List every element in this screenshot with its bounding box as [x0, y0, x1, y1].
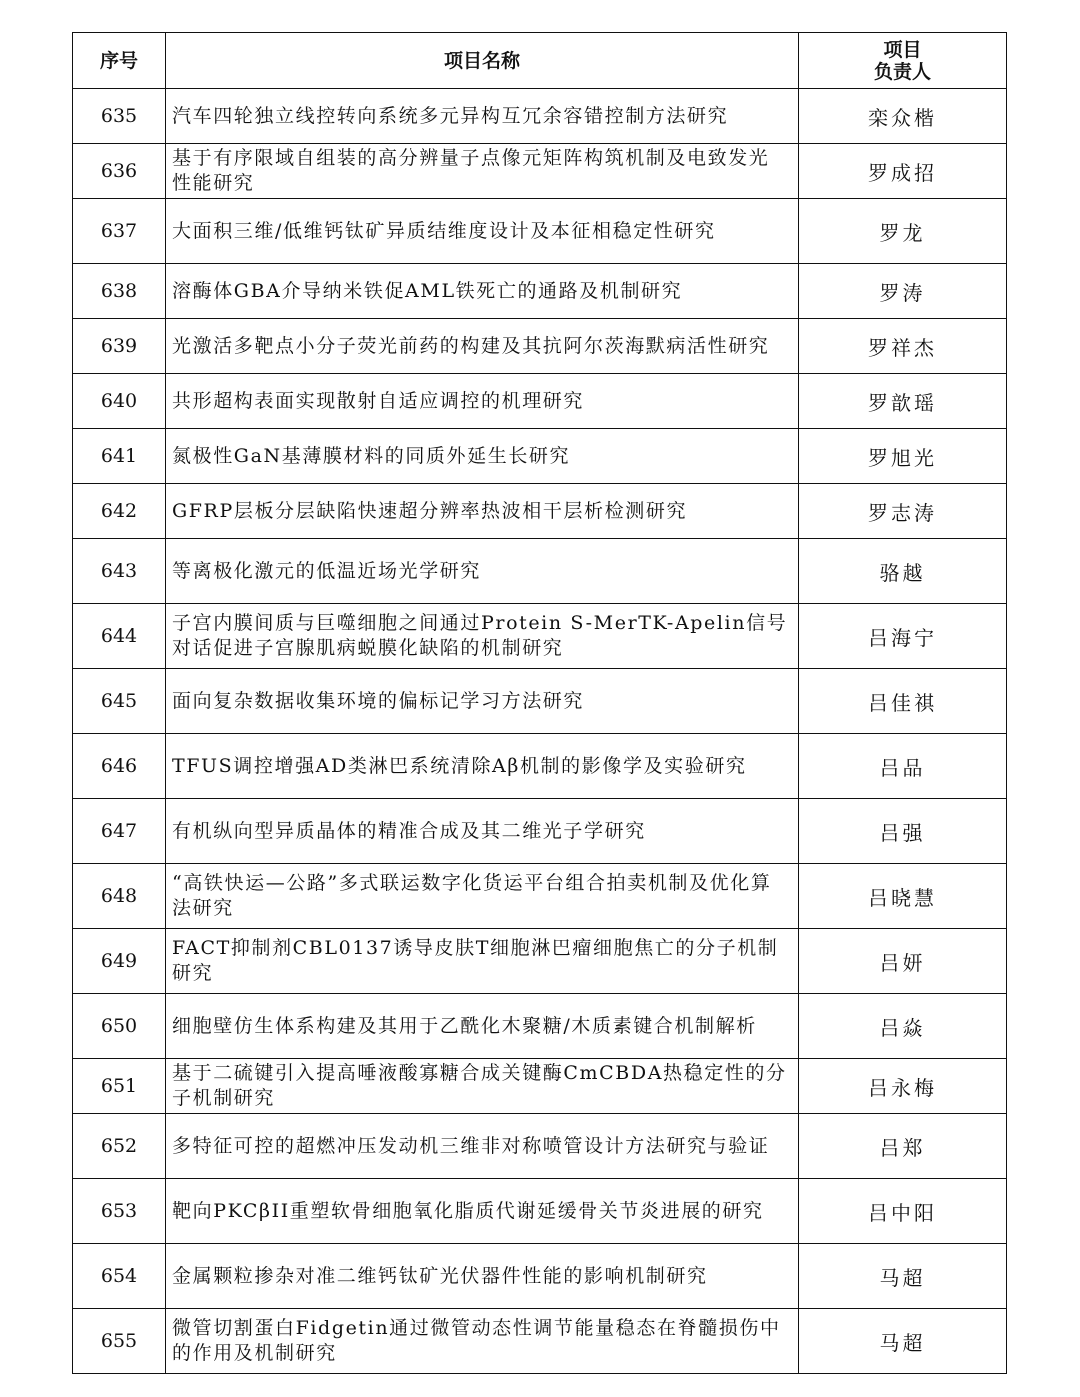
table-row [73, 264, 1007, 319]
table-row [73, 144, 1007, 199]
row-number: 642 [73, 484, 166, 539]
row-project-name: GFRP层板分层缺陷快速超分辨率热波相干层析检测研究 [166, 484, 799, 539]
row-leader: 吕强 [799, 799, 1007, 864]
row-project-name: “高铁快运—公路”多式联运数字化货运平台组合拍卖机制及优化算法研究 [166, 864, 799, 929]
row-project-name: 面向复杂数据收集环境的偏标记学习方法研究 [166, 669, 799, 734]
row-project-name: 氮极性GaN基薄膜材料的同质外延生长研究 [166, 429, 799, 484]
row-project-name: 金属颗粒掺杂对准二维钙钛矿光伏器件性能的影响机制研究 [166, 1244, 799, 1309]
row-leader: 罗歆瑶 [799, 374, 1007, 429]
row-leader: 吕晓慧 [799, 864, 1007, 929]
row-leader: 马超 [799, 1244, 1007, 1309]
row-number: 650 [73, 994, 166, 1059]
row-number: 651 [73, 1059, 166, 1114]
row-leader: 罗祥杰 [799, 319, 1007, 374]
row-leader: 吕佳祺 [799, 669, 1007, 734]
header-serial-number: 序号 [73, 33, 166, 89]
row-leader: 罗涛 [799, 264, 1007, 319]
row-leader: 罗龙 [799, 199, 1007, 264]
row-number: 647 [73, 799, 166, 864]
row-number: 637 [73, 199, 166, 264]
table-row [73, 199, 1007, 264]
table-row [73, 319, 1007, 374]
row-project-name: 基于二硫键引入提高唾液酸寡糖合成关键酶CmCBDA热稳定性的分子机制研究 [166, 1059, 799, 1114]
row-leader: 罗成招 [799, 144, 1007, 199]
row-number: 653 [73, 1179, 166, 1244]
row-project-name: 多特征可控的超燃冲压发动机三维非对称喷管设计方法研究与验证 [166, 1114, 799, 1179]
row-number: 639 [73, 319, 166, 374]
row-number: 641 [73, 429, 166, 484]
row-project-name: 光激活多靶点小分子荧光前药的构建及其抗阿尔茨海默病活性研究 [166, 319, 799, 374]
row-leader: 吕郑 [799, 1114, 1007, 1179]
table-row [73, 669, 1007, 734]
project-table [72, 32, 1007, 1374]
row-project-name: 共形超构表面实现散射自适应调控的机理研究 [166, 374, 799, 429]
row-project-name: 细胞壁仿生体系构建及其用于乙酰化木聚糖/木质素键合机制解析 [166, 994, 799, 1059]
row-number: 648 [73, 864, 166, 929]
header-leader-line1: 项目 [883, 38, 922, 61]
row-number: 644 [73, 604, 166, 669]
row-leader: 吕焱 [799, 994, 1007, 1059]
row-leader: 罗志涛 [799, 484, 1007, 539]
table-row [73, 89, 1007, 144]
row-project-name: 等离极化激元的低温近场光学研究 [166, 539, 799, 604]
table-header-row [73, 33, 1007, 89]
table-row [73, 1179, 1007, 1244]
row-number: 646 [73, 734, 166, 799]
row-number: 652 [73, 1114, 166, 1179]
row-project-name: 大面积三维/低维钙钛矿异质结维度设计及本征相稳定性研究 [166, 199, 799, 264]
table-row [73, 374, 1007, 429]
row-leader: 罗旭光 [799, 429, 1007, 484]
table-row [73, 734, 1007, 799]
table-row [73, 539, 1007, 604]
row-leader: 吕海宁 [799, 604, 1007, 669]
row-number: 643 [73, 539, 166, 604]
row-number: 636 [73, 144, 166, 199]
row-project-name: FACT抑制剂CBL0137诱导皮肤T细胞淋巴瘤细胞焦亡的分子机制研究 [166, 929, 799, 994]
table-row [73, 864, 1007, 929]
row-number: 649 [73, 929, 166, 994]
header-leader-line2: 负责人 [873, 60, 931, 83]
table-row [73, 1244, 1007, 1309]
table-row [73, 799, 1007, 864]
table-row [73, 429, 1007, 484]
row-number: 654 [73, 1244, 166, 1309]
table-row [73, 929, 1007, 994]
row-number: 640 [73, 374, 166, 429]
row-project-name: 基于有序限域自组装的高分辨量子点像元矩阵构筑机制及电致发光性能研究 [166, 144, 799, 199]
row-project-name: 溶酶体GBA介导纳米铁促AML铁死亡的通路及机制研究 [166, 264, 799, 319]
row-project-name: 子宫内膜间质与巨噬细胞之间通过Protein S-MerTK-Apelin信号对话促进子宫腺肌病蜕膜化缺陷的机制研究 [166, 604, 799, 669]
row-leader: 吕永梅 [799, 1059, 1007, 1114]
row-leader: 马超 [799, 1309, 1007, 1374]
row-project-name: 靶向PKCβII重塑软骨细胞氧化脂质代谢延缓骨关节炎进展的研究 [166, 1179, 799, 1244]
row-project-name: 有机纵向型异质晶体的精准合成及其二维光子学研究 [166, 799, 799, 864]
row-number: 655 [73, 1309, 166, 1374]
table-row [73, 1309, 1007, 1374]
table-row [73, 994, 1007, 1059]
row-project-name: TFUS调控增强AD类淋巴系统清除Aβ机制的影像学及实验研究 [166, 734, 799, 799]
row-leader: 吕品 [799, 734, 1007, 799]
table-row [73, 1114, 1007, 1179]
row-number: 645 [73, 669, 166, 734]
row-leader: 栾众楷 [799, 89, 1007, 144]
row-project-name: 汽车四轮独立线控转向系统多元异构互冗余容错控制方法研究 [166, 89, 799, 144]
header-project-name: 项目名称 [166, 33, 799, 89]
table-row [73, 604, 1007, 669]
row-leader: 吕妍 [799, 929, 1007, 994]
table-row [73, 1059, 1007, 1114]
row-project-name: 微管切割蛋白Fidgetin通过微管动态性调节能量稳态在脊髓损伤中的作用及机制研究 [166, 1309, 799, 1374]
row-number: 638 [73, 264, 166, 319]
row-leader: 吕中阳 [799, 1179, 1007, 1244]
table-row [73, 484, 1007, 539]
row-number: 635 [73, 89, 166, 144]
header-project-leader [799, 33, 1007, 89]
row-leader: 骆越 [799, 539, 1007, 604]
